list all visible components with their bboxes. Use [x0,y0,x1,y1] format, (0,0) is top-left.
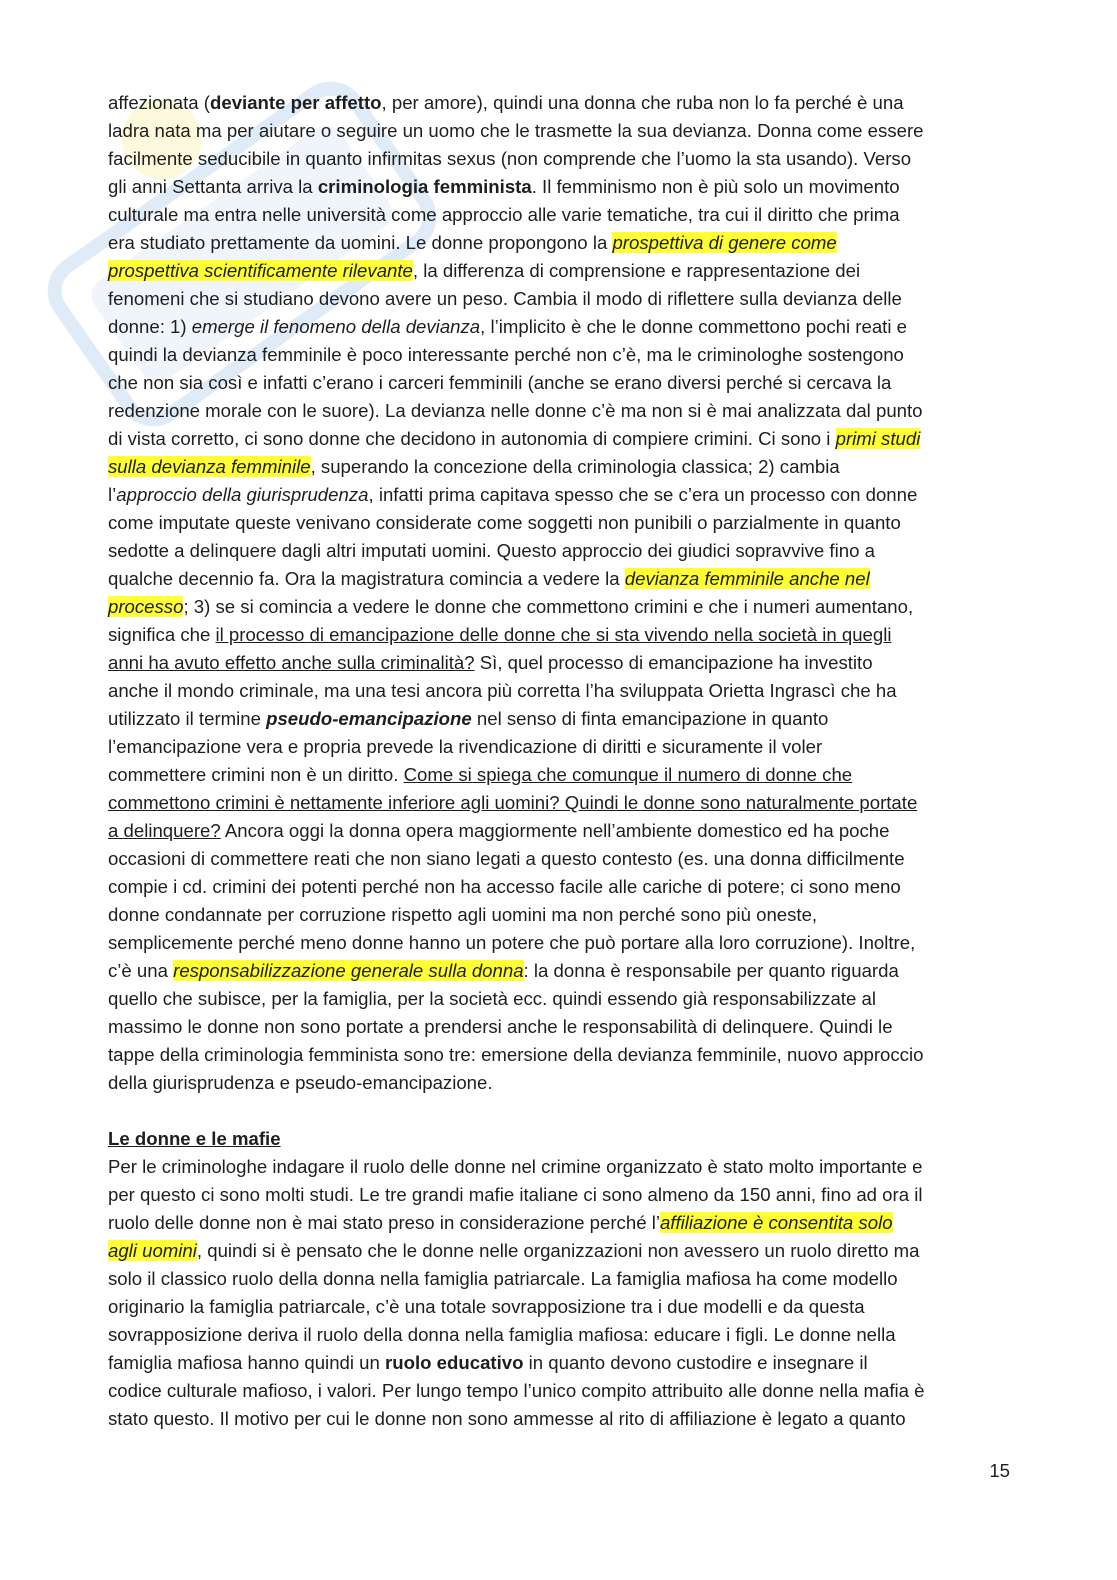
body-text-line: affezionata (deviante per affetto, per amore), quindi una donna che ruba non lo fa perché è una [108,92,904,113]
body-text-line: donne condannate per corruzione rispetto agli uomini ma non perché sono più oneste, [108,904,818,925]
section-text-line: Per le criminologhe indagare il ruolo delle donne nel crimine organizzato è stato molto importante e [108,1156,923,1177]
section-text-line: sovrapposizione deriva il ruolo della donna nella famiglia mafiosa: educare i figli. Le donne nella [108,1324,896,1345]
bold-italic-term: pseudo-emancipazione [266,708,472,729]
section-text-line: famiglia mafiosa hanno quindi un ruolo educativo in quanto devono custodire e insegnare il [108,1352,868,1373]
body-text-line: sedotte a delinquere dagli altri imputati uomini. Questo approccio dei giudici sopravvive fino a [108,540,875,561]
underlined-question: commettono crimini è nettamente inferiore agli uomini? Quindi le donne sono naturalmente portate [108,792,918,813]
body-text-line: donne: 1) emerge il fenomeno della devianza, l’implicito è che le donne commettono pochi reati e [108,316,907,337]
body-text-line: fenomeni che si studiano devono avere un peso. Cambia il modo di riflettere sulla devianza delle [108,288,902,309]
body-text-line: culturale ma entra nelle università come approccio alle varie tematiche, tra cui il diritto che prima [108,204,900,225]
body-text-line: tappe della criminologia femminista sono tre: emersione della devianza femminile, nuovo approccio [108,1044,924,1065]
document-body [108,89,1013,1433]
body-text-line: occasioni di commettere reati che non siano legati a questo contesto (es. una donna difficilmente [108,848,905,869]
body-text-line: di vista corretto, ci sono donne che decidono in autonomia di compiere crimini. Ci sono i primi studi [108,428,921,449]
body-text-line: l’emancipazione vera e propria prevede la rivendicazione di diritti e sicuramente il voler [108,736,823,757]
body-text-line: gli anni Settanta arriva la criminologia femminista. Il femminismo non è più solo un movimento [108,176,900,197]
section-text-line: solo il classico ruolo della donna nella famiglia patriarcale. La famiglia mafiosa ha come modello [108,1268,898,1289]
body-text-line: anche il mondo criminale, ma una tesi ancora più corretta l’ha sviluppata Orietta Ingrascì che ha [108,680,897,701]
body-text-line: compie i cd. crimini dei potenti perché non ha accesso facile alle cariche di potere; ci sono meno [108,876,901,897]
underlined-question: anni ha avuto effetto anche sulla criminalità? [108,652,475,673]
body-text-line: anni ha avuto effetto anche sulla criminalità? Sì, quel processo di emancipazione ha investito [108,652,873,673]
body-text-line: massimo le donne non sono portate a prendersi anche le responsabilità di delinquere. Quindi le [108,1016,893,1037]
section-heading: Le donne e le mafie [108,1128,281,1149]
section-paragraph [108,1153,1013,1433]
highlighted-phrase: devianza femminile anche nel [624,568,870,589]
body-text-line: ladra nata ma per aiutare o seguire un uomo che le trasmette la sua devianza. Donna come essere [108,120,924,141]
body-text-line: facilmente seducibile in quanto infirmitas sexus (non comprende che l’uomo la sta usando). Verso [108,148,912,169]
body-text-line: semplicemente perché meno donne hanno un potere che può portare alla loro corruzione). Inoltre, [108,932,916,953]
main-paragraph [108,89,1013,1097]
body-text-line: processo; 3) se si comincia a vedere le donne che commettono crimini e che i numeri aumentano, [108,596,914,617]
underlined-question: il processo di emancipazione delle donne che si sta vivendo nella società in quegli [215,624,892,645]
body-text-line: commettere crimini non è un diritto. Come si spiega che comunque il numero di donne che [108,764,853,785]
underlined-question: a delinquere? [108,820,221,841]
section-text-line: originario la famiglia patriarcale, c’è una totale sovrapposizione tra i due modelli e da questa [108,1296,865,1317]
body-text-line: l’approccio della giurisprudenza, infatti prima capitava spesso che se c’era un processo con donne [108,484,918,505]
body-text-line: prospettiva scientificamente rilevante, la differenza di comprensione e rappresentazione dei [108,260,861,281]
section-text-line: ruolo delle donne non è mai stato preso in considerazione perché l’affiliazione è consentita solo [108,1212,893,1233]
body-text-line: quello che subisce, per la famiglia, per la società ecc. quindi essendo già responsabilizzate al [108,988,876,1009]
body-text-line: come imputate queste venivano considerate come soggetti non punibili o parzialmente in quanto [108,512,901,533]
highlighted-phrase: responsabilizzazione generale sulla donna [173,960,524,981]
body-text-line: a delinquere? Ancora oggi la donna opera maggiormente nell’ambiente domestico ed ha poche [108,820,890,841]
highlighted-phrase: agli uomini [108,1240,197,1261]
body-text-line: sulla devianza femminile, superando la concezione della criminologia classica; 2) cambia [108,456,840,477]
paragraph-gap [108,1097,1013,1125]
underlined-question: Come si spiega che comunque il numero di donne che [403,764,853,785]
highlighted-phrase: prospettiva scientificamente rilevante [108,260,413,281]
body-text-line: redenzione morale con le suore). La devianza nelle donne c’è ma non si è mai analizzata dal punto [108,400,923,421]
highlighted-phrase: processo [108,596,184,617]
body-text-line [108,789,1013,817]
italic-term: emerge il fenomeno della devianza [191,316,481,337]
page-number: 15 [989,1460,1010,1481]
body-text-line: era studiato prettamente da uomini. Le donne propongono la prospettiva di genere come [108,232,837,253]
section-text-line: stato questo. Il motivo per cui le donne non sono ammesse al rito di affiliazione è legato a quanto [108,1408,906,1429]
body-text-line: che non sia così e infatti c’erano i carceri femminili (anche se erano diversi perché si cercava la [108,372,892,393]
bold-term: criminologia femminista [317,176,532,197]
body-text-line: della giurisprudenza e pseudo-emancipazione. [108,1072,493,1093]
highlighted-phrase: sulla devianza femminile [108,456,311,477]
italic-term: approccio della giurisprudenza [116,484,369,505]
body-text-line: qualche decennio fa. Ora la magistratura comincia a vedere la devianza femminile anche nel [108,568,870,589]
highlighted-phrase: affiliazione è consentita solo [659,1212,893,1233]
highlighted-phrase: prospettiva di genere come [612,232,837,253]
section-text-line: agli uomini, quindi si è pensato che le donne nelle organizzazioni non avessero un ruolo diretto ma [108,1240,920,1261]
bold-term: deviante per affetto [210,92,382,113]
section-text-line: per questo ci sono molti studi. Le tre grandi mafie italiane ci sono almeno da 150 anni, fino ad ora il [108,1184,923,1205]
body-text-line: quindi la devianza femminile è poco interessante perché non c’è, ma le criminologhe sostengono [108,344,904,365]
section-text-line: codice culturale mafioso, i valori. Per lungo tempo l’unico compito attribuito alle donne nella mafia è [108,1380,925,1401]
body-text-line: utilizzato il termine pseudo-emancipazione nel senso di finta emancipazione in quanto [108,708,829,729]
bold-term: ruolo educativo [385,1352,524,1373]
highlighted-phrase: primi studi [835,428,921,449]
body-text-line: significa che il processo di emancipazione delle donne che si sta vivendo nella società in quegli [108,624,892,645]
body-text-line: c’è una responsabilizzazione generale sulla donna: la donna è responsabile per quanto riguarda [108,960,899,981]
